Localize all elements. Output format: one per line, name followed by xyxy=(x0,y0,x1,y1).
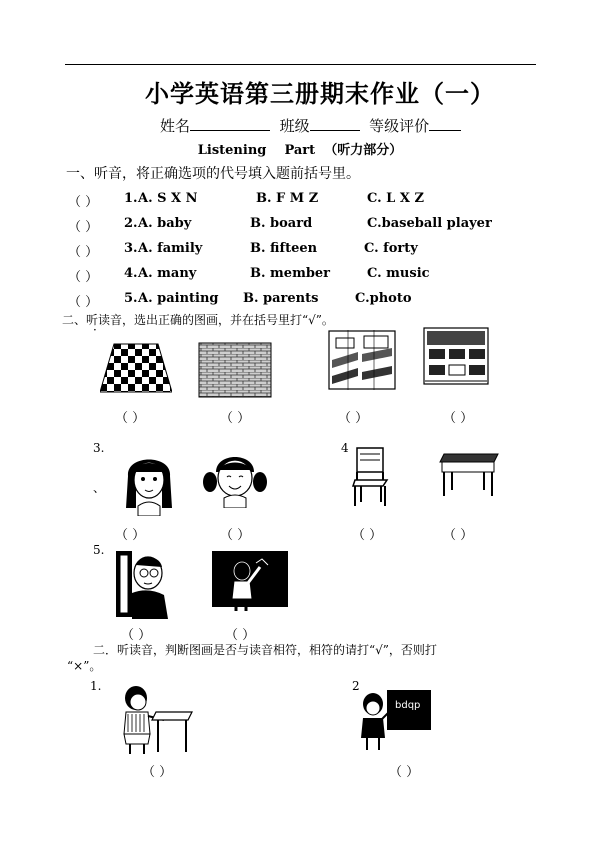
answer-paren[interactable]: （ ） xyxy=(352,528,383,543)
checkerboard-floor-icon[interactable] xyxy=(100,342,172,394)
answer-paren[interactable]: （ ） xyxy=(220,528,251,543)
class-label: 班级 xyxy=(279,117,310,135)
section2-dot: · xyxy=(93,323,97,337)
q1-option-b: B. F M Z xyxy=(256,191,319,206)
answer-paren[interactable]: （ ） xyxy=(68,295,99,310)
section1-title: 一、听音，将正确选项的代号填入题前括号里。 xyxy=(66,166,360,182)
section-subtitle xyxy=(0,139,600,158)
answer-paren[interactable]: （ ） xyxy=(68,220,99,235)
item-number-4: 4 xyxy=(341,441,349,455)
item-number-2: 2 xyxy=(352,679,360,693)
q5-option-a: A. painting xyxy=(138,291,219,306)
name-blank[interactable] xyxy=(190,118,270,131)
answer-paren[interactable]: （ ） xyxy=(121,628,152,643)
q2-option-a: A. baby xyxy=(138,216,192,231)
item-number-3: 3. xyxy=(93,441,105,455)
q4-number: 4. xyxy=(124,266,138,281)
blackboard-text: bdqp xyxy=(395,700,421,711)
page-title: 小学英语第三册期末作业（一） xyxy=(145,79,495,108)
student-at-blackboard-icon[interactable] xyxy=(210,549,290,611)
subtitle-chinese: （听力部分） xyxy=(324,143,403,158)
q3-option-c: C. forty xyxy=(364,241,418,256)
answer-paren[interactable]: （ ） xyxy=(443,411,474,426)
item-number-1: 1. xyxy=(90,679,102,693)
desk-icon[interactable] xyxy=(438,452,500,498)
class-blank[interactable] xyxy=(310,118,360,131)
q5-number: 5. xyxy=(124,291,138,306)
answer-paren[interactable]: （ ） xyxy=(68,245,99,260)
q3-number: 3. xyxy=(124,241,138,256)
q4-option-a: A. many xyxy=(138,266,197,281)
item-mark: 、 xyxy=(93,481,106,495)
item-number-5: 5. xyxy=(93,543,105,557)
subtitle-english: Listening Part xyxy=(197,143,316,158)
teacher-at-blackboard-icon[interactable] xyxy=(357,686,433,752)
girl-pigtails-icon[interactable] xyxy=(202,446,268,508)
q2-number: 2. xyxy=(124,216,138,231)
answer-paren[interactable]: （ ） xyxy=(115,528,146,543)
name-label: 姓名 xyxy=(160,117,191,135)
answer-paren[interactable]: （ ） xyxy=(115,411,146,426)
answer-paren[interactable]: （ ） xyxy=(389,765,420,780)
q3-option-a: A. family xyxy=(138,241,203,256)
q1-number: 1. xyxy=(124,191,138,206)
top-rule xyxy=(65,64,536,65)
answer-paren[interactable]: （ ） xyxy=(142,765,173,780)
section3-title-line2: “×”。 xyxy=(67,659,102,673)
answer-paren[interactable]: （ ） xyxy=(68,270,99,285)
student-info-line xyxy=(160,115,461,136)
answer-paren[interactable]: （ ） xyxy=(338,411,369,426)
classroom-scene-icon[interactable] xyxy=(328,330,396,390)
man-behind-door-icon[interactable] xyxy=(114,549,172,619)
q2-option-b: B. board xyxy=(250,216,313,231)
q3-option-b: B. fifteen xyxy=(250,241,318,256)
q5-option-c: C.photo xyxy=(355,291,412,306)
q4-option-b: B. member xyxy=(250,266,331,281)
classroom-desks-icon[interactable] xyxy=(423,327,489,385)
girl-at-desk-icon[interactable] xyxy=(114,684,194,756)
answer-paren[interactable]: （ ） xyxy=(443,528,474,543)
q4-option-c: C. music xyxy=(367,266,430,281)
q2-option-c: C.baseball player xyxy=(367,216,492,231)
section2-title: 二、听读音，选出正确的图画，并在括号里打“√”。 xyxy=(62,313,334,327)
chair-icon[interactable] xyxy=(351,446,391,508)
grade-blank[interactable] xyxy=(429,118,461,131)
q5-option-b: B. parents xyxy=(243,291,319,306)
q1-option-a: A. S X N xyxy=(138,191,198,206)
answer-paren[interactable]: （ ） xyxy=(225,628,256,643)
brick-wall-icon[interactable] xyxy=(198,342,272,398)
answer-paren[interactable]: （ ） xyxy=(68,195,99,210)
girl-long-hair-icon[interactable] xyxy=(118,446,180,516)
grade-label: 等级评价 xyxy=(369,117,430,135)
section3-title: 二．听读音，判断图画是否与读音相符，相符的请打“√”，否则打 xyxy=(93,643,437,657)
answer-paren[interactable]: （ ） xyxy=(220,411,251,426)
q1-option-c: C. L X Z xyxy=(367,191,424,206)
